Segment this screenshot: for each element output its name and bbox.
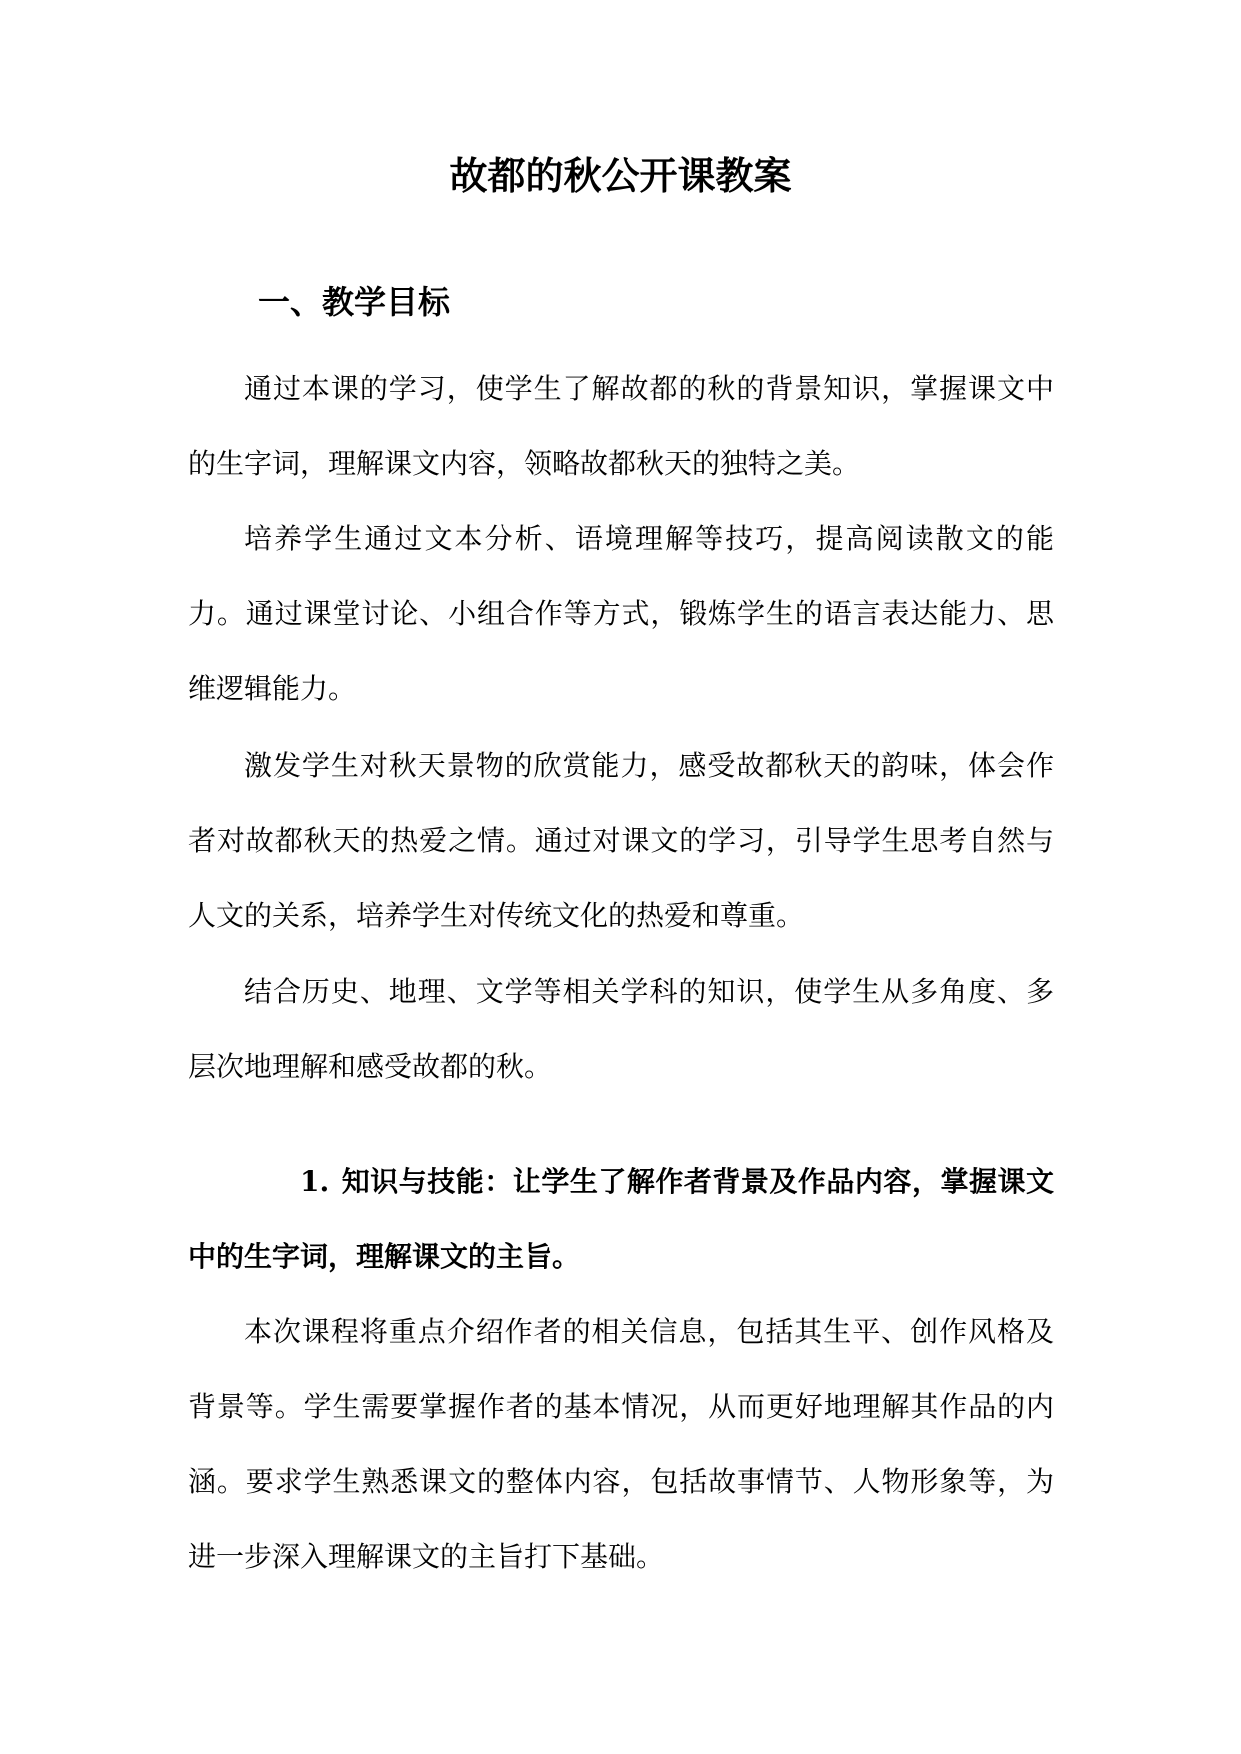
document-title: 故都的秋公开课教案 xyxy=(449,153,792,198)
paragraph-goal-emotion: 激发学生对秋天景物的欣赏能力，感受故都秋天的韵味，体会作者对故都秋天的热爱之情。通过对课文的学习，引导学生思考自然与人文的关系，培养学生对传统文化的热爱和尊重。 xyxy=(188,749,1054,932)
paragraph-goal-interdisciplinary: 结合历史、地理、文学等相关学科的知识，使学生从多角度、多层次地理解和感受故都的秋。 xyxy=(188,975,1054,1083)
subsection-number: 1. xyxy=(300,1165,330,1198)
subsection-text: 知识与技能：让学生了解作者背景及作品内容，掌握课文中的生字词，理解课文的主旨。 xyxy=(188,1165,1054,1273)
section-heading-teaching-goals: 一、教学目标 xyxy=(258,283,451,321)
subsection-heading-knowledge-skills xyxy=(188,1144,1054,1294)
paragraph-goal-ability: 培养学生通过文本分析、语境理解等技巧，提高阅读散文的能力。通过课堂讨论、小组合作等方式，锻炼学生的语言表达能力、思维逻辑能力。 xyxy=(188,522,1054,705)
paragraph-goal-knowledge: 通过本课的学习，使学生了解故都的秋的背景知识，掌握课文中的生字词，理解课文内容，领略故都秋天的独特之美。 xyxy=(188,372,1054,480)
paragraph-knowledge-skills-detail: 本次课程将重点介绍作者的相关信息，包括其生平、创作风格及背景等。学生需要掌握作者的基本情况，从而更好地理解其作品的内涵。要求学生熟悉课文的整体内容，包括故事情节、人物形象等，为进一步深入理解课文的主旨打下基础。 xyxy=(188,1315,1054,1573)
